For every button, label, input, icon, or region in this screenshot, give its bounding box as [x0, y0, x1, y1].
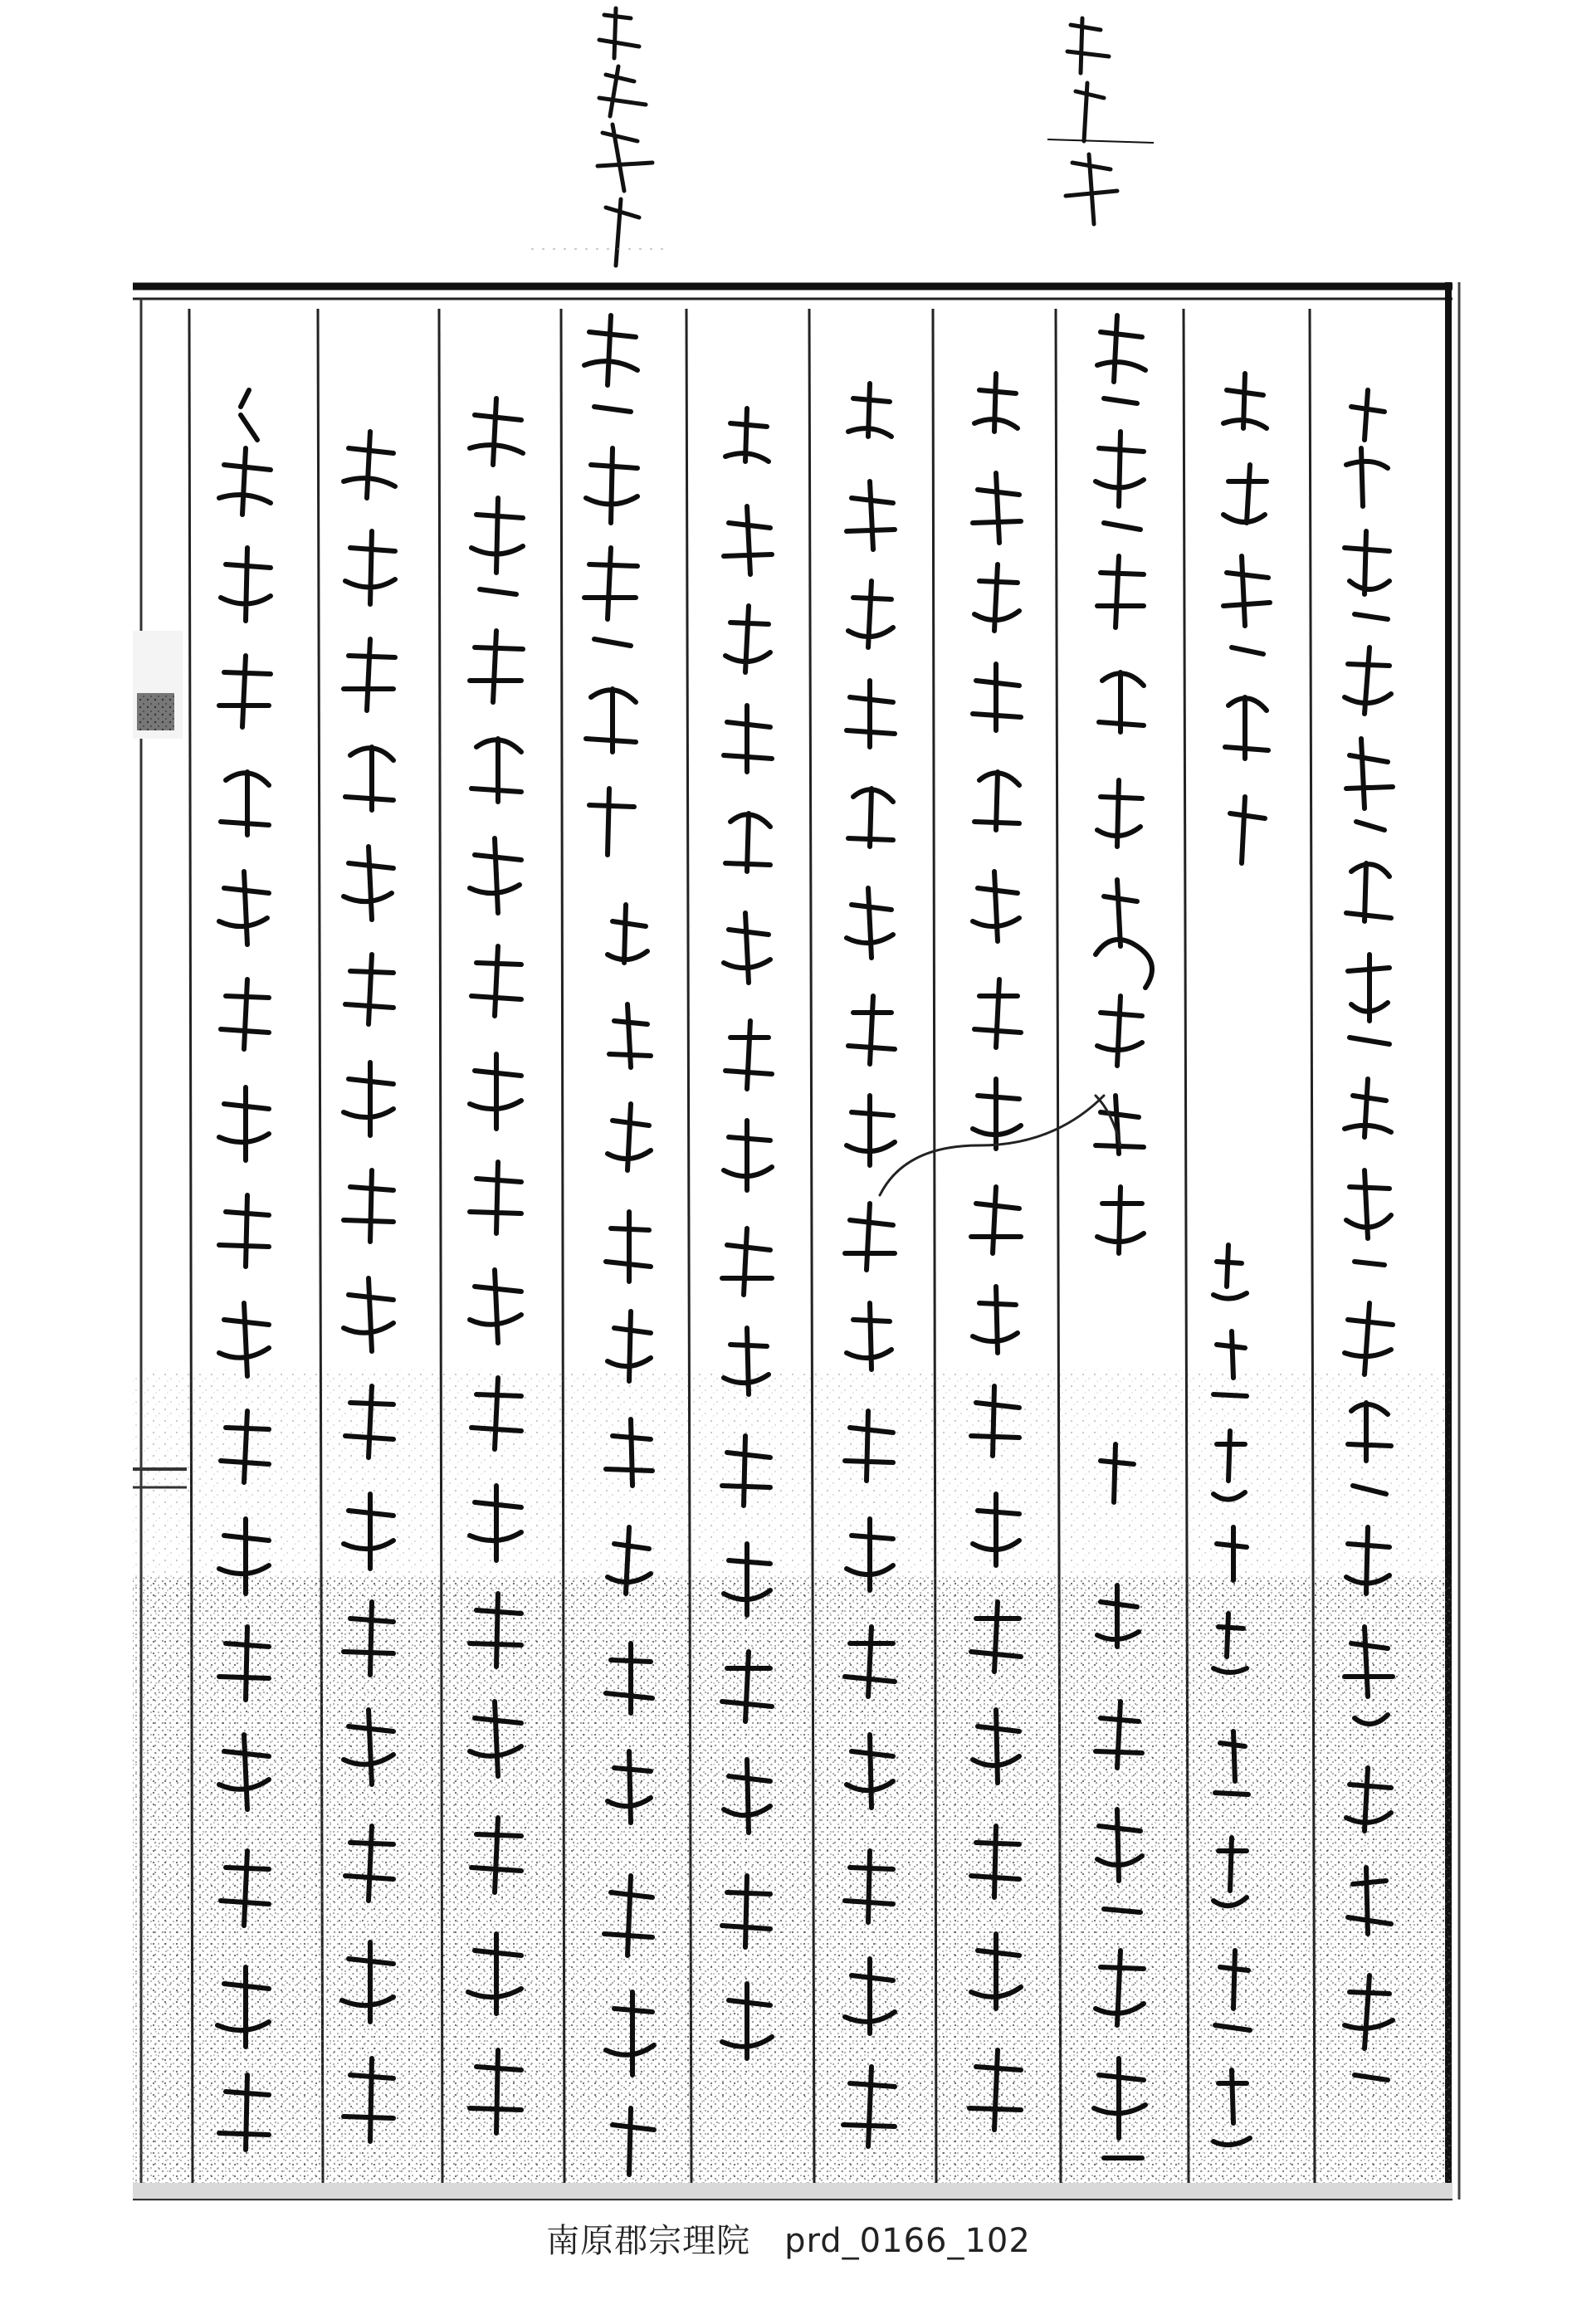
upper-margin-notes	[531, 8, 1154, 266]
manuscript-sheet	[133, 282, 1459, 2201]
document-caption: 南原郡宗理院 prd_0166_102	[546, 2222, 1031, 2260]
